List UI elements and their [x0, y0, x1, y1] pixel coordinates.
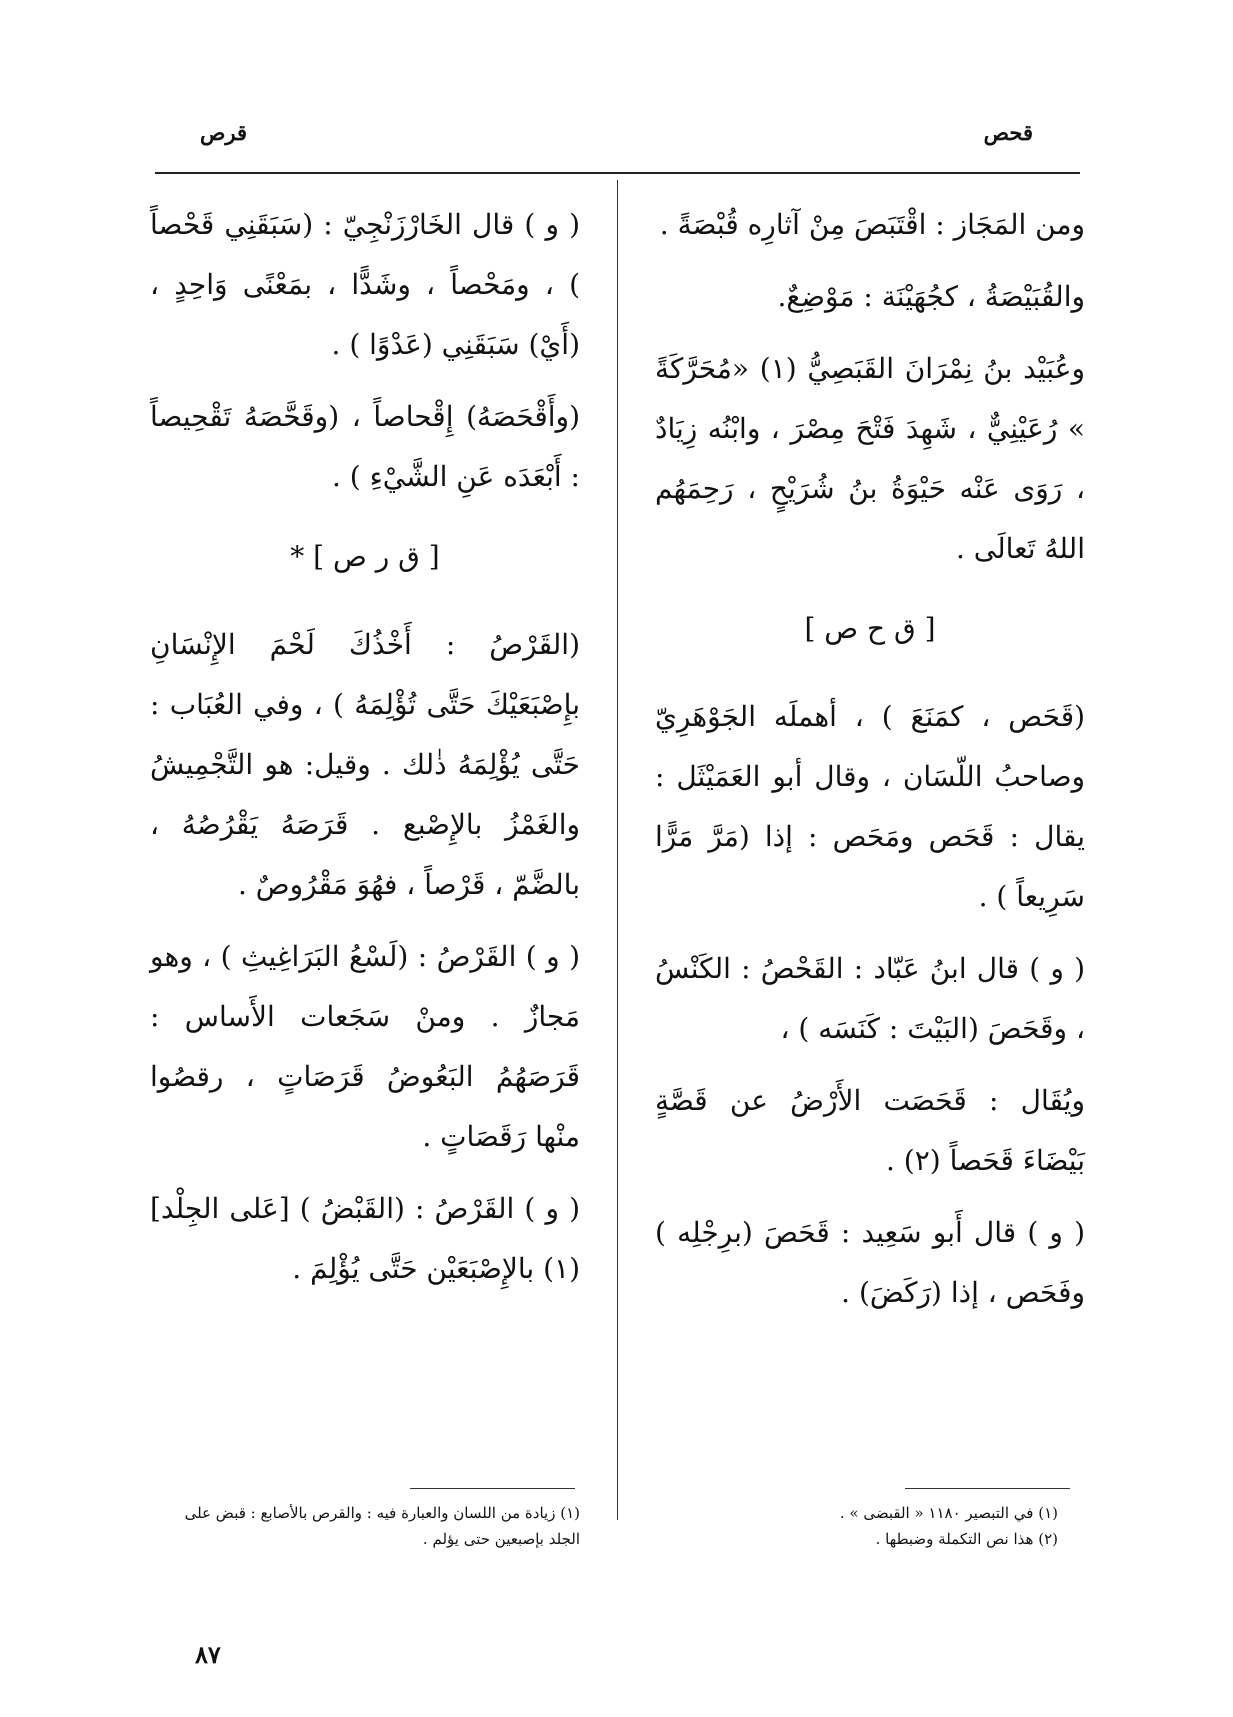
page-number: ٨٧: [195, 1640, 221, 1669]
entry-paragraph: ( و ) قال أَبو سَعِيد : قَحَصَ (برِجْلِه ) وفَحَص ، إذا (رَكَضَ) .: [655, 1216, 1085, 1309]
footnote-rule-right: [905, 1488, 1070, 1489]
left-column: [150, 195, 580, 1311]
footnote: (١) زيادة من اللسان والعبارة فيه : والقرص بالأصابع : قبض على الجلد بإصبعين حتى يؤلم .: [184, 1504, 580, 1548]
footnote: (١) في التبصير ١١٨٠ « القبضى » .: [839, 1504, 1058, 1522]
entry-paragraph: (وأَقْحَصَهُ) إِقْحاصاً ، (وقَحَّصَهُ تَقْحِيصاً : أَبْعَدَه عَنِ الشَّيْءِ ) .: [150, 400, 580, 493]
right-column: [655, 195, 1085, 1335]
footnotes-left: [150, 1500, 580, 1552]
root-heading: [ ق ر ص ] *: [290, 540, 440, 573]
entry-paragraph: ويُقَال : قَحَصَت الأَرْضُ عن قَصَّةٍ بَيْضَاءَ قَحَصاً (٢) .: [655, 1084, 1085, 1177]
entry-paragraph: (قَحَص ، كمَنَعَ ) ، أهملَه الجَوْهَرِيّ وصاحبُ اللّسَان ، وقال أبو العَمَيْثَل : يقال : قَحَص ومَحَص : إذا (مَرَّ مَرًّا سَرِيعاً ) .: [655, 700, 1085, 913]
root-heading: [ ق ح ص ]: [804, 612, 936, 645]
entry-paragraph: (القَرْصُ : أَخْذُكَ لَحْمَ الإِنْسَانِ بإِصْبَعَيْكَ حَتَّى تُؤْلِمَهُ ) ، وفي العُبَاب : حَتَّى يُؤْلِمَهُ ذٰلك . وقيل: هو التَّجْمِيشُ والغَمْزُ بالإِصْبع . قَرَصَهُ يَقْرُصُهُ ، بالضَّمّ ، قَرْصاً ، فهُوَ مَقْرُوصٌ .: [150, 628, 580, 901]
entry-paragraph: ( و ) قال ابنُ عَبّاد : القَحْصُ : الكَنْسُ ، وقَحَصَ (البَيْتَ : كَنَسَه ) ،: [655, 952, 1085, 1045]
header-rule: [155, 172, 1080, 174]
entry-paragraph: وعُبَيْد بنُ نِمْرَانَ القَبَصِيُّ (١) «مُحَرَّكَةً » رُعَيْنِيٌّ ، شَهِدَ فَتْحَ مِصْرَ ، وابْنُه زِيَادٌ ، رَوَى عَنْه حَيْوَةُ بنُ شُرَيْحٍ ، رَحِمَهُم اللهُ تَعالَى .: [655, 352, 1085, 565]
footnote: (٢) هذا نص التكملة وضبطها .: [875, 1530, 1058, 1548]
entry-paragraph: ( و ) قال الخَارْزَنْجِيّ : (سَبَقَنِي قَحْصاً ) ، ومَحْصاً ، وشَدًّا ، بمَعْنًى وَاحِدٍ ، (أَيْ) سَبَقَنِي (عَدْوًا ) .: [150, 208, 580, 361]
entry-paragraph: ( و ) القَرْصُ : (لَسْعُ البَرَاغِيثِ ) ، وهو مَجازٌ . ومنْ سَجَعات الأَساس : قَرَصَهُمُ البَعُوضُ قَرَصَاتٍ ، رقصُوا منْها رَقَصَاتٍ .: [150, 940, 580, 1153]
column-divider: [617, 180, 618, 1520]
footnote-rule-left: [410, 1488, 575, 1489]
entry-paragraph: ( و ) القَرْصُ : (القَبْضُ ) [عَلى الجِلْد] (١) بالإِصْبَعَيْن حَتَّى يُؤْلِمَ .: [150, 1192, 580, 1285]
header-right-word: قحص: [983, 120, 1033, 145]
footnotes-right: [648, 1500, 1058, 1552]
header-left-word: قرص: [200, 120, 248, 145]
entry-paragraph: والقُبَيْصَةُ ، كجُهَيْنَة : مَوْضِعٌ.: [777, 280, 1085, 313]
entry-paragraph: ومن المَجَاز : اقْتَبَصَ مِنْ آثارِه قُبْصَةً .: [659, 208, 1085, 241]
